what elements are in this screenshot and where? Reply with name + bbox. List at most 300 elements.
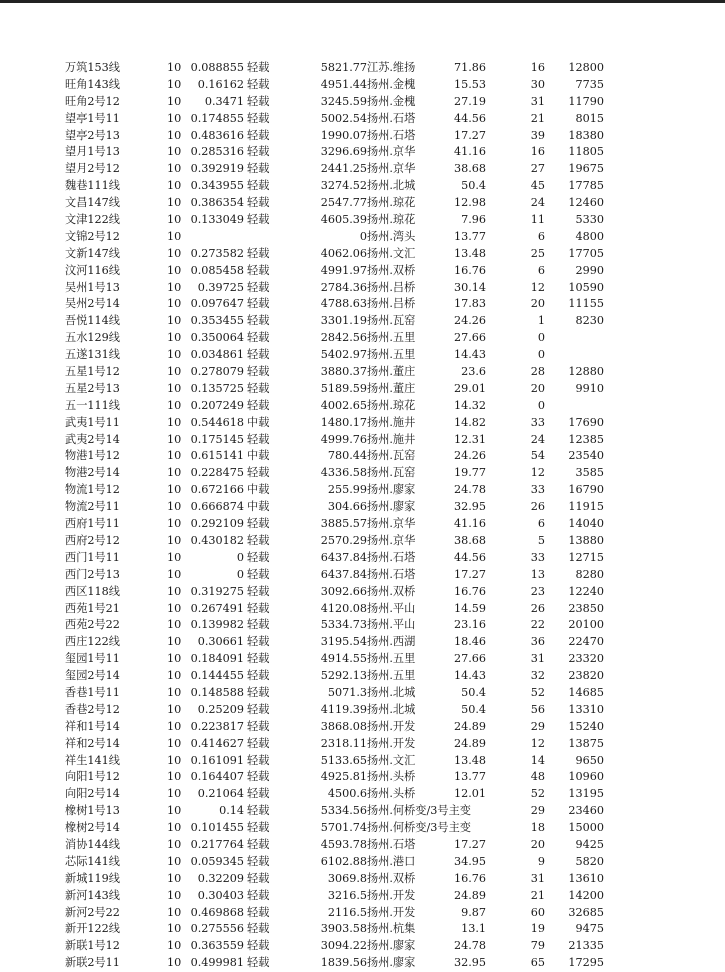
cell-len: 24.78 bbox=[453, 939, 486, 953]
cell-volt: 10 bbox=[167, 871, 182, 885]
table-row bbox=[0, 161, 725, 178]
cell-load: 轻载 bbox=[247, 685, 270, 699]
cell-name: 旺角2号12 bbox=[65, 94, 120, 108]
cell-area: 扬州.头桥 bbox=[367, 770, 416, 784]
cell-len: 50.4 bbox=[461, 179, 486, 193]
cell-users: 79 bbox=[530, 939, 545, 953]
cell-area: 扬州.京华 bbox=[367, 533, 416, 547]
cell-load: 轻载 bbox=[247, 111, 270, 125]
cell-pop: 12385 bbox=[568, 432, 604, 446]
cell-len: 12.01 bbox=[453, 787, 486, 801]
cell-cap: 1480.17 bbox=[320, 415, 367, 429]
cell-volt: 10 bbox=[167, 652, 182, 666]
cell-users: 18 bbox=[530, 821, 545, 835]
table-row bbox=[0, 803, 725, 820]
cell-name: 文津122线 bbox=[65, 213, 120, 227]
cell-pop: 10960 bbox=[568, 770, 604, 784]
cell-name: 物流2号11 bbox=[65, 500, 120, 514]
cell-volt: 10 bbox=[167, 956, 182, 970]
cell-name: 汶河116线 bbox=[65, 263, 120, 277]
table-row bbox=[0, 465, 725, 482]
cell-name: 西府1号11 bbox=[65, 517, 120, 531]
cell-volt: 10 bbox=[167, 719, 182, 733]
cell-name: 物港1号12 bbox=[65, 449, 120, 463]
cell-name: 文锦2号12 bbox=[65, 229, 120, 243]
cell-area: 扬州.开发 bbox=[367, 905, 416, 919]
cell-pop: 20100 bbox=[568, 618, 604, 632]
cell-ratio: 0.414627 bbox=[190, 736, 244, 750]
cell-volt: 10 bbox=[167, 635, 182, 649]
cell-ratio: 0.483616 bbox=[190, 128, 244, 142]
cell-cap: 4500.6 bbox=[327, 787, 367, 801]
cell-area: 扬州.金槐 bbox=[367, 94, 416, 108]
cell-users: 28 bbox=[530, 365, 545, 379]
cell-load: 轻载 bbox=[247, 787, 270, 801]
table-row bbox=[0, 584, 725, 601]
table-row bbox=[0, 415, 725, 432]
cell-load: 轻载 bbox=[247, 280, 270, 294]
cell-area: 扬州.瓦窑 bbox=[367, 449, 416, 463]
cell-pop: 8015 bbox=[575, 111, 604, 125]
cell-cap: 3868.08 bbox=[320, 719, 367, 733]
cell-load: 轻载 bbox=[247, 567, 270, 581]
cell-load: 轻载 bbox=[247, 365, 270, 379]
cell-area: 扬州.京华 bbox=[367, 145, 416, 159]
cell-len: 13.1 bbox=[461, 922, 486, 936]
cell-cap: 3216.5 bbox=[327, 888, 367, 902]
cell-volt: 10 bbox=[167, 432, 182, 446]
cell-pop: 9475 bbox=[575, 922, 604, 936]
cell-cap: 4593.78 bbox=[320, 837, 367, 851]
cell-name: 新开122线 bbox=[65, 922, 120, 936]
cell-ratio: 0.275556 bbox=[190, 922, 244, 936]
cell-cap: 3880.37 bbox=[320, 365, 367, 379]
cell-len: 13.48 bbox=[453, 753, 486, 767]
cell-cap: 0 bbox=[359, 229, 367, 243]
cell-load: 轻载 bbox=[247, 719, 270, 733]
cell-area: 江苏.维扬 bbox=[367, 61, 416, 74]
cell-volt: 10 bbox=[167, 753, 182, 767]
cell-volt: 10 bbox=[167, 348, 182, 362]
cell-load: 轻载 bbox=[247, 466, 270, 480]
cell-name: 旺角143线 bbox=[65, 77, 120, 91]
cell-ratio: 0.30403 bbox=[197, 888, 244, 902]
table-row bbox=[0, 313, 725, 330]
cell-len: 38.68 bbox=[453, 533, 486, 547]
cell-users: 19 bbox=[530, 922, 545, 936]
table-row bbox=[0, 702, 725, 719]
cell-volt: 10 bbox=[167, 483, 182, 497]
cell-users: 26 bbox=[530, 500, 545, 514]
cell-ratio: 0.21064 bbox=[197, 787, 244, 801]
cell-ratio: 0.267491 bbox=[190, 601, 244, 615]
cell-pop: 12460 bbox=[568, 196, 604, 210]
cell-pop: 9910 bbox=[575, 381, 604, 395]
cell-pop: 13195 bbox=[568, 787, 604, 801]
cell-load: 中载 bbox=[247, 483, 270, 497]
cell-cap: 4925.81 bbox=[320, 770, 367, 784]
cell-ratio: 0.278079 bbox=[190, 365, 244, 379]
cell-area: 扬州.双桥 bbox=[367, 871, 416, 885]
cell-len: 16.76 bbox=[453, 584, 486, 598]
table-row bbox=[0, 601, 725, 618]
cell-pop: 11155 bbox=[568, 297, 604, 311]
table-row bbox=[0, 263, 725, 280]
cell-volt: 10 bbox=[167, 517, 182, 531]
table-row bbox=[0, 753, 725, 770]
cell-name: 新联1号12 bbox=[65, 939, 120, 953]
cell-load: 轻载 bbox=[247, 939, 270, 953]
cell-pop: 11805 bbox=[568, 145, 604, 159]
cell-pop: 13310 bbox=[568, 702, 604, 716]
cell-users: 24 bbox=[530, 432, 545, 446]
cell-name: 西门1号11 bbox=[65, 550, 120, 564]
cell-volt: 10 bbox=[167, 179, 182, 193]
cell-pop: 11915 bbox=[568, 500, 604, 514]
table-row bbox=[0, 905, 725, 922]
cell-volt: 10 bbox=[167, 787, 182, 801]
cell-cap: 3195.54 bbox=[320, 635, 367, 649]
cell-cap: 5334.56 bbox=[320, 804, 367, 818]
cell-ratio: 0.32209 bbox=[197, 871, 244, 885]
cell-ratio: 0.174855 bbox=[190, 111, 244, 125]
cell-ratio: 0.30661 bbox=[197, 635, 244, 649]
cell-pop: 13880 bbox=[568, 533, 604, 547]
cell-area: 扬州.西湖 bbox=[367, 635, 416, 649]
cell-volt: 10 bbox=[167, 821, 182, 835]
cell-volt: 10 bbox=[167, 685, 182, 699]
cell-len: 12.98 bbox=[453, 196, 486, 210]
cell-name: 物流1号12 bbox=[65, 483, 120, 497]
cell-load: 轻载 bbox=[247, 398, 270, 412]
cell-len: 17.83 bbox=[453, 297, 486, 311]
cell-name: 玺园1号11 bbox=[65, 652, 120, 666]
cell-volt: 10 bbox=[167, 128, 182, 142]
cell-ratio: 0.666874 bbox=[190, 500, 244, 514]
table-row bbox=[0, 888, 725, 905]
cell-name: 祥生141线 bbox=[65, 753, 120, 767]
cell-len: 19.77 bbox=[453, 466, 486, 480]
cell-name: 新河143线 bbox=[65, 888, 120, 902]
cell-ratio: 0.133049 bbox=[190, 213, 244, 227]
cell-load: 轻载 bbox=[247, 770, 270, 784]
cell-volt: 10 bbox=[167, 584, 182, 598]
cell-load: 轻载 bbox=[247, 837, 270, 851]
cell-name: 吾悦114线 bbox=[65, 314, 120, 328]
table-row bbox=[0, 280, 725, 297]
cell-pop: 14685 bbox=[568, 685, 604, 699]
table-row bbox=[0, 398, 725, 415]
table-row bbox=[0, 296, 725, 313]
cell-load: 轻载 bbox=[247, 381, 270, 395]
cell-len: 7.96 bbox=[461, 213, 486, 227]
cell-cap: 304.66 bbox=[327, 500, 367, 514]
cell-pop: 17785 bbox=[568, 179, 604, 193]
cell-pop: 15240 bbox=[568, 719, 604, 733]
cell-ratio: 0.207249 bbox=[190, 398, 244, 412]
cell-load: 轻载 bbox=[247, 956, 270, 970]
cell-users: 31 bbox=[530, 871, 545, 885]
cell-len: 27.66 bbox=[453, 331, 486, 345]
cell-ratio: 0.217764 bbox=[190, 837, 244, 851]
table-row bbox=[0, 77, 725, 94]
cell-cap: 1990.07 bbox=[320, 128, 367, 142]
cell-load: 轻载 bbox=[247, 618, 270, 632]
cell-users: 52 bbox=[530, 685, 545, 699]
cell-cap: 3092.66 bbox=[320, 584, 367, 598]
table-row bbox=[0, 499, 725, 516]
cell-users: 27 bbox=[530, 162, 545, 176]
cell-len: 13.48 bbox=[453, 246, 486, 260]
cell-cap: 5821.77 bbox=[320, 61, 367, 74]
cell-area: 扬州.施井 bbox=[367, 432, 416, 446]
cell-load: 轻载 bbox=[247, 533, 270, 547]
cell-pop: 8230 bbox=[575, 314, 604, 328]
table-row bbox=[0, 432, 725, 449]
cell-ratio: 0.392919 bbox=[190, 162, 244, 176]
cell-name: 西门2号13 bbox=[65, 567, 120, 581]
cell-cap: 4914.55 bbox=[320, 652, 367, 666]
cell-ratio: 0.034861 bbox=[190, 348, 244, 362]
table-row bbox=[0, 229, 725, 246]
cell-name: 玺园2号14 bbox=[65, 669, 120, 683]
cell-name: 物港2号14 bbox=[65, 466, 120, 480]
cell-cap: 3296.69 bbox=[320, 145, 367, 159]
cell-pop: 5820 bbox=[575, 854, 604, 868]
cell-volt: 10 bbox=[167, 804, 182, 818]
cell-len: 13.77 bbox=[453, 229, 486, 243]
table-row bbox=[0, 786, 725, 803]
cell-area: 扬州.平山 bbox=[367, 601, 416, 615]
cell-name: 西庄122线 bbox=[65, 635, 120, 649]
cell-area: 扬州.董庄 bbox=[367, 381, 416, 395]
cell-load: 轻载 bbox=[247, 246, 270, 260]
cell-volt: 10 bbox=[167, 415, 182, 429]
cell-cap: 4605.39 bbox=[320, 213, 367, 227]
cell-pop: 12800 bbox=[568, 61, 604, 74]
cell-load: 轻载 bbox=[247, 213, 270, 227]
cell-load: 中载 bbox=[247, 500, 270, 514]
cell-load: 轻载 bbox=[247, 601, 270, 615]
cell-area: 扬州.五里 bbox=[367, 669, 416, 683]
cell-len: 50.4 bbox=[461, 685, 486, 699]
cell-area: 扬州.何桥变/3号主变 bbox=[367, 821, 471, 835]
cell-len: 32.95 bbox=[453, 500, 486, 514]
cell-cap: 6102.88 bbox=[320, 854, 367, 868]
table-row bbox=[0, 567, 725, 584]
cell-ratio: 0.319275 bbox=[190, 584, 244, 598]
cell-ratio: 0.175145 bbox=[190, 432, 244, 446]
cell-volt: 10 bbox=[167, 263, 182, 277]
cell-name: 橡树2号14 bbox=[65, 821, 120, 835]
cell-volt: 10 bbox=[167, 365, 182, 379]
cell-pop: 21335 bbox=[568, 939, 604, 953]
cell-cap: 4120.08 bbox=[320, 601, 367, 615]
cell-volt: 10 bbox=[167, 77, 182, 91]
cell-len: 44.56 bbox=[453, 550, 486, 564]
cell-users: 36 bbox=[530, 635, 545, 649]
cell-ratio: 0.139982 bbox=[190, 618, 244, 632]
table-row bbox=[0, 347, 725, 364]
cell-area: 扬州.金槐 bbox=[367, 77, 416, 91]
cell-len: 14.59 bbox=[453, 601, 486, 615]
cell-pop: 12880 bbox=[568, 365, 604, 379]
cell-cap: 2441.25 bbox=[320, 162, 367, 176]
top-border bbox=[0, 0, 725, 3]
table-row bbox=[0, 668, 725, 685]
cell-area: 扬州.港口 bbox=[367, 854, 416, 868]
cell-name: 望亭1号11 bbox=[65, 111, 120, 125]
cell-name: 武夷2号14 bbox=[65, 432, 120, 446]
cell-name: 芯际141线 bbox=[65, 854, 120, 868]
table-row bbox=[0, 719, 725, 736]
cell-len: 14.82 bbox=[453, 415, 486, 429]
table-row bbox=[0, 820, 725, 837]
cell-ratio: 0.101455 bbox=[190, 821, 244, 835]
cell-users: 13 bbox=[530, 567, 545, 581]
cell-len: 16.76 bbox=[453, 871, 486, 885]
cell-cap: 5701.74 bbox=[320, 821, 367, 835]
cell-ratio: 0.285316 bbox=[190, 145, 244, 159]
cell-cap: 4999.76 bbox=[320, 432, 367, 446]
cell-area: 扬州.何桥变/3号主变 bbox=[367, 804, 471, 818]
cell-users: 32 bbox=[530, 669, 545, 683]
cell-len: 30.14 bbox=[453, 280, 486, 294]
cell-volt: 10 bbox=[167, 280, 182, 294]
cell-volt: 10 bbox=[167, 533, 182, 547]
cell-load: 轻载 bbox=[247, 517, 270, 531]
cell-ratio: 0.25209 bbox=[197, 702, 244, 716]
cell-users: 26 bbox=[530, 601, 545, 615]
cell-cap: 3245.59 bbox=[320, 94, 367, 108]
cell-area: 扬州.琼花 bbox=[367, 196, 416, 210]
cell-ratio: 0.363559 bbox=[190, 939, 244, 953]
cell-area: 扬州.平山 bbox=[367, 618, 416, 632]
cell-load: 轻载 bbox=[247, 635, 270, 649]
cell-ratio: 0.085458 bbox=[190, 263, 244, 277]
cell-load: 轻载 bbox=[247, 179, 270, 193]
cell-pop: 16790 bbox=[568, 483, 604, 497]
cell-load: 轻载 bbox=[247, 905, 270, 919]
cell-ratio: 0.14 bbox=[219, 804, 244, 818]
cell-load: 轻载 bbox=[247, 297, 270, 311]
cell-len: 16.76 bbox=[453, 263, 486, 277]
cell-len: 23.16 bbox=[453, 618, 486, 632]
cell-users: 0 bbox=[537, 348, 545, 362]
cell-name: 祥和2号14 bbox=[65, 736, 120, 750]
cell-volt: 10 bbox=[167, 702, 182, 716]
cell-load: 轻载 bbox=[247, 669, 270, 683]
cell-load: 轻载 bbox=[247, 922, 270, 936]
cell-pop: 5330 bbox=[575, 213, 604, 227]
cell-len: 24.26 bbox=[453, 314, 486, 328]
cell-users: 31 bbox=[530, 94, 545, 108]
cell-pop: 3585 bbox=[575, 466, 604, 480]
cell-area: 扬州.石塔 bbox=[367, 837, 416, 851]
cell-pop: 22470 bbox=[568, 635, 604, 649]
cell-name: 望亭2号13 bbox=[65, 128, 120, 142]
cell-len: 17.27 bbox=[453, 128, 486, 142]
cell-ratio: 0.148588 bbox=[190, 685, 244, 699]
table-row bbox=[0, 195, 725, 212]
cell-users: 6 bbox=[537, 263, 545, 277]
cell-name: 吴州1号13 bbox=[65, 280, 120, 294]
cell-len: 14.32 bbox=[453, 398, 486, 412]
table-row bbox=[0, 330, 725, 347]
cell-load: 轻载 bbox=[247, 702, 270, 716]
cell-users: 31 bbox=[530, 652, 545, 666]
cell-ratio: 0.544618 bbox=[190, 415, 244, 429]
cell-volt: 10 bbox=[167, 94, 182, 108]
cell-load: 轻载 bbox=[247, 263, 270, 277]
cell-len: 24.89 bbox=[453, 888, 486, 902]
table-row bbox=[0, 550, 725, 567]
cell-len: 9.87 bbox=[461, 905, 486, 919]
cell-pop: 7735 bbox=[575, 77, 604, 91]
table-row bbox=[0, 111, 725, 128]
cell-volt: 10 bbox=[167, 314, 182, 328]
cell-users: 20 bbox=[530, 837, 545, 851]
cell-pop: 12715 bbox=[568, 550, 604, 564]
cell-volt: 10 bbox=[167, 145, 182, 159]
cell-cap: 5189.59 bbox=[320, 381, 367, 395]
cell-load: 轻载 bbox=[247, 804, 270, 818]
cell-len: 24.89 bbox=[453, 736, 486, 750]
cell-users: 24 bbox=[530, 196, 545, 210]
table-row bbox=[0, 871, 725, 888]
cell-area: 扬州.开发 bbox=[367, 736, 416, 750]
cell-ratio: 0.350064 bbox=[190, 331, 244, 345]
cell-area: 扬州.石塔 bbox=[367, 128, 416, 142]
cell-volt: 10 bbox=[167, 213, 182, 227]
cell-pop: 4800 bbox=[575, 229, 604, 243]
cell-pop: 9650 bbox=[575, 753, 604, 767]
cell-ratio: 0.16162 bbox=[197, 77, 244, 91]
cell-name: 五一111线 bbox=[65, 398, 120, 412]
cell-pop: 17705 bbox=[568, 246, 604, 260]
cell-volt: 10 bbox=[167, 466, 182, 480]
cell-pop: 12240 bbox=[568, 584, 604, 598]
cell-area: 扬州.五里 bbox=[367, 348, 416, 362]
cell-users: 60 bbox=[530, 905, 545, 919]
cell-area: 扬州.杭集 bbox=[367, 922, 416, 936]
cell-users: 22 bbox=[530, 618, 545, 632]
cell-cap: 3301.19 bbox=[320, 314, 367, 328]
cell-cap: 4336.58 bbox=[320, 466, 367, 480]
cell-volt: 10 bbox=[167, 111, 182, 125]
cell-ratio: 0 bbox=[236, 567, 244, 581]
table-row bbox=[0, 634, 725, 651]
table-row bbox=[0, 854, 725, 871]
cell-len: 38.68 bbox=[453, 162, 486, 176]
cell-load: 轻载 bbox=[247, 77, 270, 91]
cell-users: 16 bbox=[530, 145, 545, 159]
cell-area: 扬州.琼花 bbox=[367, 398, 416, 412]
cell-len: 29.01 bbox=[453, 381, 486, 395]
cell-area: 扬州.开发 bbox=[367, 888, 416, 902]
table-row bbox=[0, 736, 725, 753]
cell-users: 33 bbox=[530, 550, 545, 564]
cell-users: 0 bbox=[537, 331, 545, 345]
cell-users: 33 bbox=[530, 415, 545, 429]
cell-users: 33 bbox=[530, 483, 545, 497]
cell-len: 44.56 bbox=[453, 111, 486, 125]
cell-load: 轻载 bbox=[247, 162, 270, 176]
cell-name: 西区118线 bbox=[65, 584, 120, 598]
cell-load: 轻载 bbox=[247, 348, 270, 362]
cell-volt: 10 bbox=[167, 297, 182, 311]
cell-name: 武夷1号11 bbox=[65, 415, 120, 429]
